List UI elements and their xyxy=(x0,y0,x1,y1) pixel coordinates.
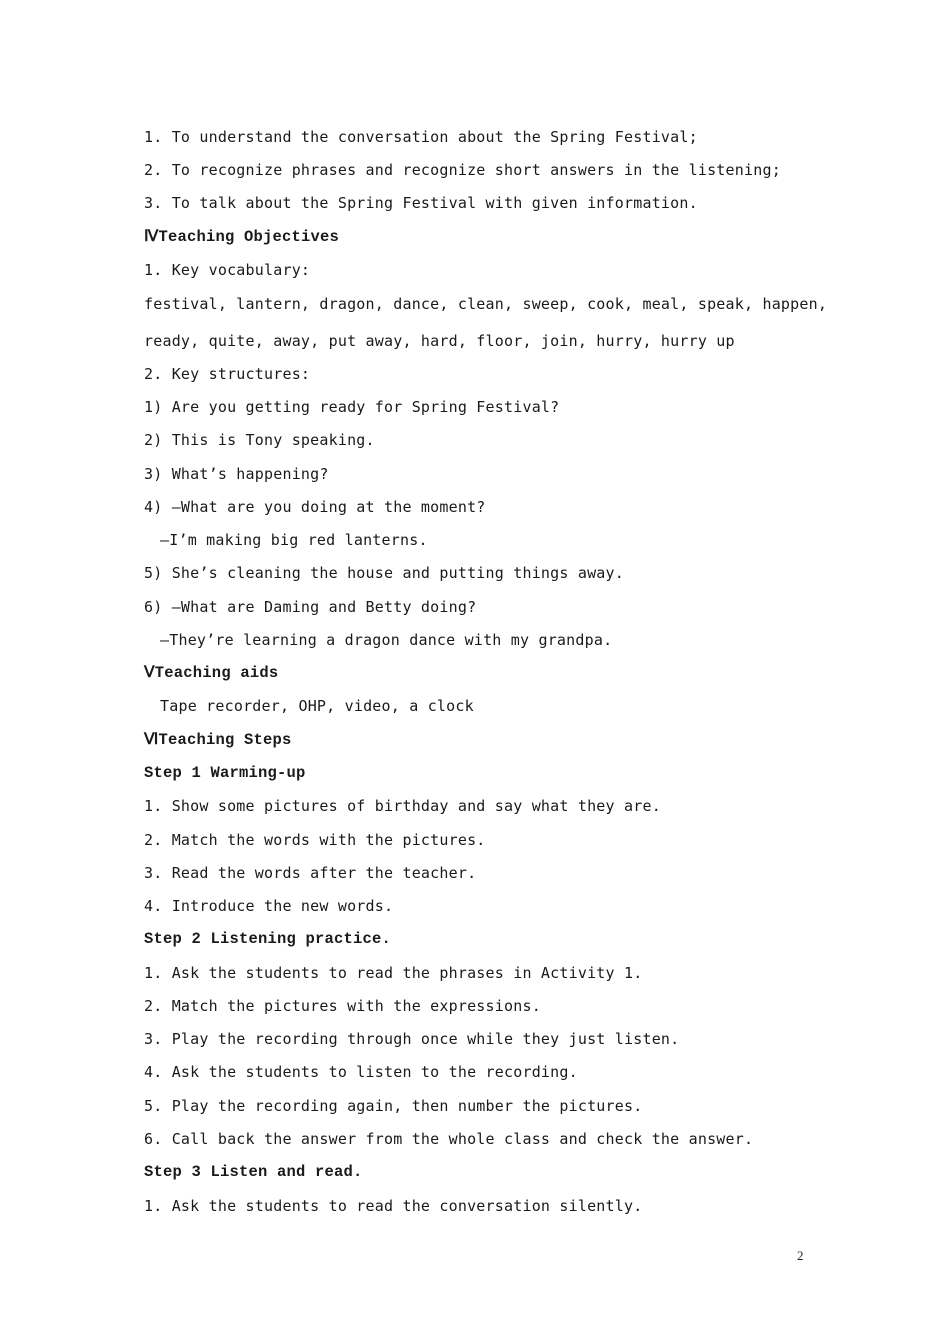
step-2-item: 4. Ask the students to listen to the recording. xyxy=(144,1063,578,1081)
structure-item: 2) This is Tony speaking. xyxy=(144,431,375,449)
structure-item: 3) What’s happening? xyxy=(144,465,329,483)
aim-1: 1. To understand the conversation about the Spring Festival; xyxy=(144,128,698,146)
step-2-title: Step 2 Listening practice. xyxy=(144,930,392,948)
structure-item: 5) She’s cleaning the house and putting things away. xyxy=(144,564,624,582)
step-2-item: 2. Match the pictures with the expressions. xyxy=(144,997,541,1015)
step-2-item: 3. Play the recording through once while they just listen. xyxy=(144,1030,680,1048)
section-heading-aids: ⅤTeaching aids xyxy=(144,664,279,682)
section-heading-steps: ⅥTeaching Steps xyxy=(144,731,292,749)
step-1-item: 4. Introduce the new words. xyxy=(144,897,394,915)
vocab-line-1: festival, lantern, dragon, dance, clean, sweep, cook, meal, speak, happen, xyxy=(144,295,828,313)
structure-item: 6) —What are Daming and Betty doing? xyxy=(144,598,477,616)
step-3-item: 1. Ask the students to read the conversation silently. xyxy=(144,1197,643,1215)
step-2-item: 6. Call back the answer from the whole class and check the answer. xyxy=(144,1130,754,1148)
vocab-line-2: ready, quite, away, put away, hard, floor, join, hurry, hurry up xyxy=(144,332,735,350)
aim-2: 2. To recognize phrases and recognize short answers in the listening; xyxy=(144,161,781,179)
step-3-title: Step 3 Listen and read. xyxy=(144,1163,363,1181)
structure-item: —I’m making big red lanterns. xyxy=(160,531,428,549)
vocab-label: 1. Key vocabulary: xyxy=(144,261,311,279)
step-1-item: 3. Read the words after the teacher. xyxy=(144,864,477,882)
step-1-title: Step 1 Warming-up xyxy=(144,764,306,782)
structure-item: 4) —What are you doing at the moment? xyxy=(144,498,486,516)
aids-text: Tape recorder, OHP, video, a clock xyxy=(160,697,474,715)
step-2-item: 5. Play the recording again, then number the pictures. xyxy=(144,1097,643,1115)
page-number: 2 xyxy=(797,1248,804,1263)
step-1-item: 2. Match the words with the pictures. xyxy=(144,831,486,849)
structures-label: 2. Key structures: xyxy=(144,365,311,383)
step-2-item: 1. Ask the students to read the phrases in Activity 1. xyxy=(144,964,643,982)
step-1-item: 1. Show some pictures of birthday and say what they are. xyxy=(144,797,661,815)
section-heading-objectives: ⅣTeaching Objectives xyxy=(144,228,340,246)
structure-item: —They’re learning a dragon dance with my grandpa. xyxy=(160,631,613,649)
aim-3: 3. To talk about the Spring Festival with given information. xyxy=(144,194,698,212)
structure-item: 1) Are you getting ready for Spring Festival? xyxy=(144,398,560,416)
